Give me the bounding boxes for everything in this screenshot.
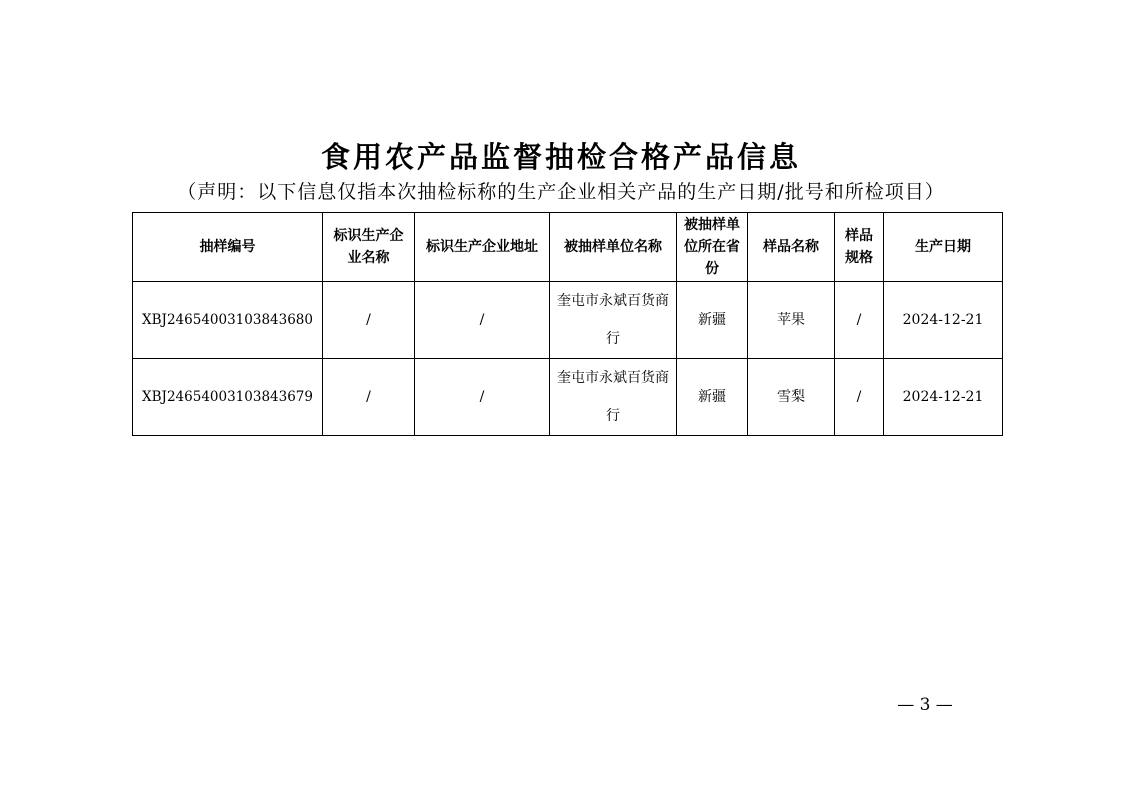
cell-manufacturer-name: /	[323, 359, 415, 436]
table-row	[133, 282, 1003, 359]
results-table	[132, 212, 1003, 436]
header-sample-name: 样品名称	[748, 213, 835, 282]
cell-manufacturer-address: /	[415, 359, 550, 436]
cell-sample-code: XBJ24654003103843680	[133, 282, 323, 359]
cell-sampled-unit-name: 奎屯市永斌百货商行	[550, 359, 677, 436]
header-sampled-unit-province: 被抽样单位所在省份	[677, 213, 748, 282]
document-subtitle: （声明：以下信息仅指本次抽检标称的生产企业相关产品的生产日期/批号和所检项目）	[177, 181, 945, 203]
table-row	[133, 359, 1003, 436]
cell-manufacturer-name: /	[323, 282, 415, 359]
cell-sample-spec: /	[835, 359, 884, 436]
header-sampled-unit-name: 被抽样单位名称	[550, 213, 677, 282]
document-title: 食用农产品监督抽检合格产品信息	[320, 140, 801, 174]
cell-sample-name: 雪梨	[748, 359, 835, 436]
cell-production-date: 2024-12-21	[884, 282, 1003, 359]
header-manufacturer-name: 标识生产企业名称	[323, 213, 415, 282]
cell-province: 新疆	[677, 282, 748, 359]
cell-sample-spec: /	[835, 282, 884, 359]
header-production-date: 生产日期	[884, 213, 1003, 282]
cell-province: 新疆	[677, 359, 748, 436]
cell-manufacturer-address: /	[415, 282, 550, 359]
header-sample-spec: 样品规格	[835, 213, 884, 282]
cell-sample-code: XBJ24654003103843679	[133, 359, 323, 436]
header-manufacturer-address: 标识生产企业地址	[415, 213, 550, 282]
header-sample-code: 抽样编号	[133, 213, 323, 282]
cell-sampled-unit-name: 奎屯市永斌百货商行	[550, 282, 677, 359]
cell-production-date: 2024-12-21	[884, 359, 1003, 436]
page-number: — 3 —	[897, 695, 953, 715]
cell-sample-name: 苹果	[748, 282, 835, 359]
table-header-row	[133, 213, 1003, 282]
